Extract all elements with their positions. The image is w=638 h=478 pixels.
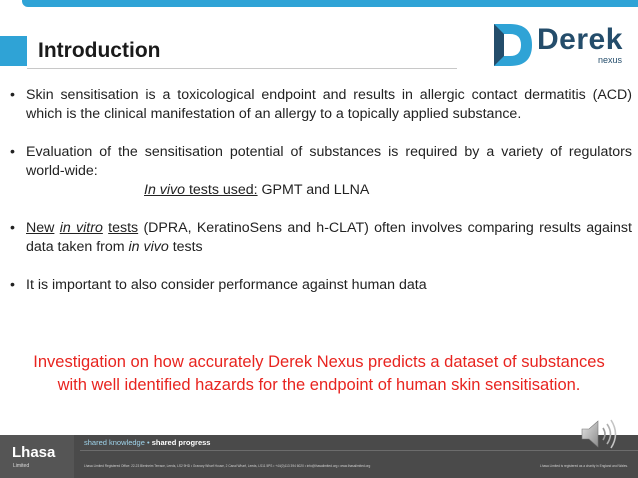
bullet-text: Skin sensitisation is a toxicological endpoint and results in allergic contact dermatitis (ACD) which is the clinical manifestation of an allergy to a topically applied substance. [26,87,632,122]
bullet-text-end: tests [168,239,203,255]
new-label: New [26,220,55,236]
invitro-term: in vitro [59,220,103,236]
bullet-text: (DPRA, KeratinoSens and h-CLAT) often involves comparing results against data taken from [26,220,632,255]
callout-line: with well identified hazards for the endpoint of human skin sensitisation. [57,376,581,394]
slide-title: Introduction [38,39,161,62]
bullet-dot-icon: • [10,144,15,160]
callout-line: Investigation on how accurately Derek Nexus predicts a dataset of substances [33,353,605,371]
invivo-tests-label [144,182,258,198]
logo-wordmark: Derek [537,23,623,56]
bullet-item [10,143,632,200]
tagline-part: shared knowledge [84,438,145,447]
invivo-term: In vivo [144,182,186,198]
bullet-text: It is important to also consider performance against human data [26,277,427,293]
tests-label: tests [108,220,139,236]
footer-divider [80,450,638,451]
logo-subtitle: nexus [598,55,623,65]
bullet-subline [26,181,632,200]
title-divider [27,68,457,69]
bullet-dot-icon: • [10,220,15,236]
bullet-item [10,276,632,295]
footer-address: Lhasa Limited Registered Office: 22-23 Blenheim Terrace, Leeds, LS2 9HD • Granary Wharf House, 2 Canal Wharf, Leeds, LS11 5PS • +44(0)113 394 6020 • info@lhasalimited.org • www.lhasalimited.org [84,464,371,468]
bullet-list [10,86,632,295]
lhasa-logo-subtitle: Limited [13,463,30,469]
title-accent-block [0,36,27,66]
bullet-dot-icon: • [10,277,15,293]
investigation-callout [0,351,638,397]
bullet-text: Evaluation of the sensitisation potential of substances is required by a variety of regulators world-wide: [26,144,632,179]
bullet-item [10,219,632,257]
footer-tagline [84,438,210,447]
top-accent-bar [22,0,638,7]
tagline-separator: • [144,438,152,447]
footer-legal: Lhasa Limited is registered as a charity in England and Wales. [540,464,628,468]
test-names: GPMT and LLNA [257,182,370,198]
lhasa-logo: Lhasa [12,444,56,461]
invivo-term: in vivo [128,239,169,255]
tagline-part: shared progress [151,438,211,447]
bullet-item [10,86,632,124]
audio-speaker-icon[interactable] [578,416,620,452]
tests-used-text: tests used: [185,182,258,198]
bullet-dot-icon: • [10,87,15,103]
